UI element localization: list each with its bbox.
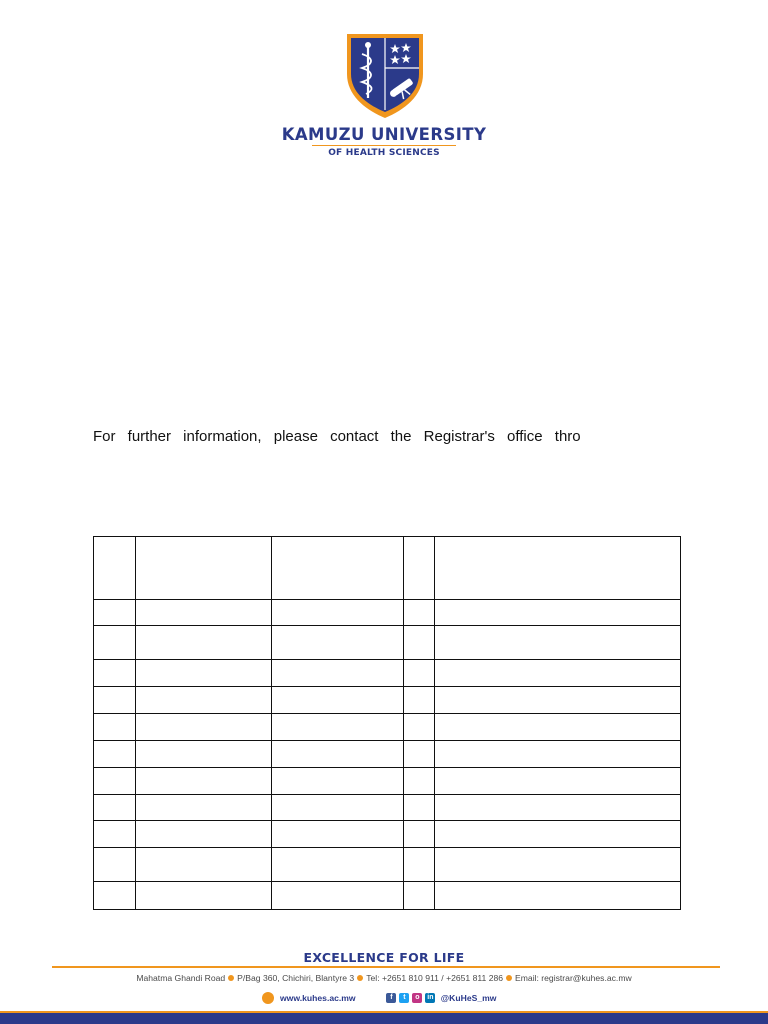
table-cell (94, 848, 136, 881)
table-cell (136, 599, 272, 626)
footer-web-row (262, 992, 496, 1006)
table-cell (94, 881, 136, 909)
table-cell (94, 659, 136, 686)
table-row (94, 740, 681, 767)
table-cell (94, 821, 136, 848)
table-cell (272, 626, 404, 659)
bullet-dot-icon (357, 975, 363, 981)
table-row (94, 821, 681, 848)
table-row (94, 767, 681, 794)
footer-pobox: P/Bag 360, Chichiri, Blantyre 3 (237, 973, 355, 983)
table-cell (435, 599, 681, 626)
table-cell (136, 659, 272, 686)
footer-bar (0, 1013, 768, 1024)
university-name: KAMUZU UNIVERSITY (281, 125, 487, 144)
table-cell (404, 713, 435, 740)
table-cell (435, 740, 681, 767)
table-cell (136, 740, 272, 767)
table-cell (404, 740, 435, 767)
linkedin-icon[interactable]: in (427, 994, 434, 1001)
table-row (94, 626, 681, 659)
table-cell (272, 686, 404, 713)
table-cell (136, 626, 272, 659)
table-cell (404, 599, 435, 626)
table-cell (404, 686, 435, 713)
table-cell (136, 767, 272, 794)
university-subtitle: OF HEALTH SCIENCES (328, 148, 440, 158)
table-cell (136, 821, 272, 848)
table-row (94, 881, 681, 909)
table-cell (136, 686, 272, 713)
table-row (94, 659, 681, 686)
facebook-icon[interactable]: f (386, 993, 396, 1003)
table-cell (435, 659, 681, 686)
footer-social-handle[interactable]: @KuHeS_mw (440, 993, 497, 1003)
table-row (94, 686, 681, 713)
table-cell (94, 537, 136, 600)
table-cell (272, 659, 404, 686)
table-cell (94, 713, 136, 740)
table-cell (404, 881, 435, 909)
table-cell (94, 599, 136, 626)
footer-tel: Tel: +2651 810 911 / +2651 811 286 (366, 973, 504, 983)
bullet-dot-icon (228, 975, 234, 981)
table-cell (404, 821, 435, 848)
table-cell (94, 794, 136, 821)
table-row (94, 537, 681, 600)
table-cell (272, 794, 404, 821)
table-cell (94, 767, 136, 794)
table-cell (272, 537, 404, 600)
table-cell (94, 740, 136, 767)
table-cell (435, 821, 681, 848)
table-cell (272, 848, 404, 881)
bullet-dot-icon (506, 975, 512, 981)
table-cell (136, 794, 272, 821)
footer-divider (52, 966, 720, 968)
footer-address: Mahatma Ghandi Road (136, 973, 226, 983)
footer-motto: EXCELLENCE FOR LIFE (303, 950, 465, 965)
table-cell (435, 767, 681, 794)
table-row (94, 599, 681, 626)
table-cell (435, 626, 681, 659)
kuhes-crest-icon (344, 32, 426, 120)
twitter-icon[interactable]: t (399, 993, 409, 1003)
header-divider (312, 145, 456, 146)
table-cell (435, 848, 681, 881)
table-cell (435, 794, 681, 821)
table-cell (272, 713, 404, 740)
table-cell (404, 537, 435, 600)
table-cell (94, 626, 136, 659)
table-cell (94, 686, 136, 713)
table-row (94, 713, 681, 740)
table-cell (136, 713, 272, 740)
empty-table (93, 536, 681, 910)
footer-website[interactable]: www.kuhes.ac.mw (280, 993, 356, 1003)
table-cell (136, 881, 272, 909)
table-cell (272, 881, 404, 909)
table-cell (272, 599, 404, 626)
table-cell (404, 794, 435, 821)
table-cell (272, 740, 404, 767)
table-cell (435, 881, 681, 909)
footer-email[interactable]: Email: registrar@kuhes.ac.mw (515, 973, 632, 983)
body-paragraph: For further information, please contact the Registrar's office thro (93, 428, 581, 445)
table-cell (136, 537, 272, 600)
instagram-icon[interactable]: o (412, 993, 422, 1003)
table-cell (272, 767, 404, 794)
table-cell (435, 686, 681, 713)
table-cell (435, 537, 681, 600)
table-cell (136, 848, 272, 881)
table-cell (435, 713, 681, 740)
table-row (94, 794, 681, 821)
table-cell (404, 848, 435, 881)
table-row (94, 848, 681, 881)
table-cell (404, 626, 435, 659)
table-cell (404, 659, 435, 686)
table-cell (404, 767, 435, 794)
globe-icon (262, 992, 274, 1004)
footer-address-line (0, 973, 768, 983)
table-cell (272, 821, 404, 848)
